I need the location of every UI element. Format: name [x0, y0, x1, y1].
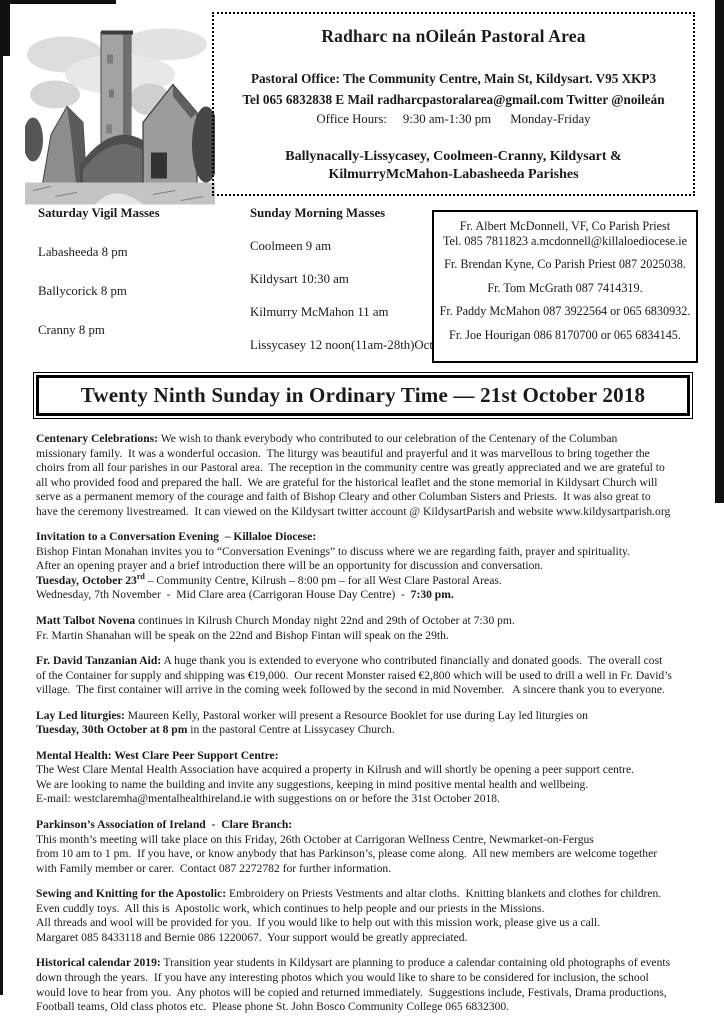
mass-time: Coolmeen 9 am	[250, 239, 332, 253]
article-line: Margaret 085 8433118 and Bernie 086 1220067. Your support would be greatly appreciated.	[36, 930, 468, 944]
article	[36, 709, 716, 738]
article-line: This month’s meeting will take place on this Friday, 26th October at Carrigoran Wellness Centre, Newmarket-on-Fergus	[36, 832, 594, 846]
article-line: Fr. David Tanzanian Aid: A huge thank you is extended to everyone who contributed financially and donated goods. The overall cost	[36, 654, 663, 668]
sunday-title-banner	[33, 372, 693, 419]
article-line: would love to hear from you. Any photos will be copied and returned immediately. Suggestions include, Festivals, Drama productions,	[36, 985, 667, 999]
pastoral-area-title: Radharc na nOileán Pastoral Area	[321, 26, 586, 46]
mass-time: Labasheeda 8 pm	[38, 245, 128, 259]
article	[36, 654, 716, 698]
article-line: Historical calendar 2019: Transition year students in Kildysart are planning to produce a calendar containing old photographs of events	[36, 956, 671, 970]
article	[36, 749, 716, 807]
priest-contact: Fr. Joe Hourigan 086 8170700 or 065 6834145.	[449, 327, 681, 342]
article-line: Fr. Martin Shanahan will be speak on the 22nd and Bishop Fintan will speak on the 29th.	[36, 628, 449, 642]
scan-edge-top	[0, 0, 116, 4]
saturday-vigil-masses	[38, 206, 238, 338]
article-line: Invitation to a Conversation Evening – Killaloe Diocese:	[36, 530, 317, 544]
article	[36, 614, 716, 643]
priest-contact: Fr. Albert McDonnell, VF, Co Parish Priest	[459, 219, 671, 233]
parishes-line-2: KilmurryMcMahon-Labasheeda Parishes	[328, 167, 579, 182]
article-line: E-mail: westclaremha@mentalhealthireland.ie with suggestions on or before the 31st October 2018.	[36, 792, 500, 806]
articles	[36, 432, 716, 1024]
scan-edge-left	[0, 0, 3, 995]
article-line: with Family member or carer. Contact 087 2272782 for further information.	[36, 861, 392, 875]
article	[36, 432, 716, 519]
priest-contact: Fr. Paddy McMahon 087 3922564 or 065 6830932.	[439, 304, 691, 318]
article	[36, 530, 716, 603]
article-line: Sewing and Knitting for the Apostolic: Embroidery on Priests Vestments and altar cloths. Knitting blankets and clothes for children.	[36, 887, 662, 901]
parishes-line-1: Ballynacally-Lissycasey, Coolmeen-Cranny, Kildysart &	[285, 149, 622, 164]
article-line: After an opening prayer and a brief introduction there will be an opportunity for discussion and conversation.	[36, 559, 544, 573]
priest-contact: Fr. Tom McGrath 087 7414319.	[487, 280, 643, 295]
article-line: of the Container for supply and shipping was €19,000. Our recent Monster raised €2,800 which will be used to drill a well in Fr. David’s	[36, 668, 672, 682]
pastoral-office-line: Pastoral Office: The Community Centre, Main St, Kildysart. V95 XKP3	[250, 71, 657, 86]
masthead-box	[212, 12, 695, 196]
article-line: Bishop Fintan Monahan invites you to “Conversation Evenings” to discuss where we are regarding faith, prayer and spirituality.	[36, 544, 630, 558]
article-line: The West Clare Mental Health Association have acquired a property in Kilrush and will shortly be opening a peer support centre.	[36, 763, 635, 777]
article-line: down through the years. If you have any interesting photos which you would like to share to be considered for inclusion, the school	[36, 970, 649, 984]
article-line: all who provided food and prepared the hall. We are grateful for the historical leaflet and the stone memorial in Kildysart Church will	[36, 475, 658, 489]
church-ruins-sketch-image	[25, 14, 215, 205]
mass-time: Ballycorick 8 pm	[38, 284, 127, 298]
mass-time: Kildysart 10:30 am	[250, 272, 349, 286]
article-line: Football teams, Old class photos etc. Please phone St. John Bosco Community College 065 6832300.	[36, 1000, 510, 1014]
saturday-masses-heading: Saturday Vigil Masses	[38, 206, 160, 220]
priests-contact-box	[432, 210, 698, 363]
article-line: have the ceremony livestreamed. It can viewed on the Kildysart twitter account @ KildysartParish and website www.kildysartparish.org	[36, 504, 671, 518]
scan-edge-right	[715, 0, 724, 503]
contact-line: Tel 065 6832838 E Mail radharcpastoralarea@gmail.com Twitter @noileán	[242, 92, 665, 107]
article-line: from 10 am to 1 pm. If you have, or know anybody that has Parkinson’s, please come along. All new members are welcome together	[36, 847, 658, 861]
sunday-morning-masses	[250, 206, 435, 353]
article-line: All threads and wool will be provided for you. If you would like to help out with this mission work, please give us a call.	[36, 916, 601, 930]
article	[36, 887, 716, 945]
article-line: Tuesday, 30th October at 8 pm in the pastoral Centre at Lissycasey Church.	[36, 723, 395, 737]
sunday-title: Twenty Ninth Sunday in Ordinary Time — 21st October 2018	[80, 383, 646, 407]
article-line: Wednesday, 7th November - Mid Clare area (Carrigoran House Day Centre) - 7:30 pm.	[36, 588, 454, 602]
article-line: village. The first container will arrive in the coming week followed by the second in mid November. A sincere thank you to everyone.	[36, 683, 665, 697]
priest-contact: Tel. 085 7811823 a.mcdonnell@killaloediocese.ie	[442, 233, 688, 248]
article-line: choirs from all four parishes in our Pastoral area. The reception in the community centre was greatly appreciated and we are grateful to	[36, 461, 665, 475]
article-line: Tuesday, October 23rd – Community Centre, Kilrush – 8:00 pm – for all West Clare Pastoral Areas.	[36, 572, 502, 587]
mass-time: Cranny 8 pm	[38, 323, 105, 337]
article-line: Lay Led liturgies: Maureen Kelly, Pastoral worker will present a Resource Booklet for use during Lay led liturgies on	[36, 708, 588, 722]
scan-edge-left-block	[0, 0, 10, 56]
article	[36, 818, 716, 876]
article-line: missionary family. It was a wonderful occasion. The liturgy was beautiful and prayerful and it was marvellous to bring together the	[36, 446, 650, 460]
mass-time: Kilmurry McMahon 11 am	[250, 305, 389, 319]
mass-time: Lissycasey 12 noon(11am-28th)Oct	[250, 338, 433, 352]
article	[36, 956, 716, 1014]
article-line: serve as a permanent memory of the courage and faith of Bishop Cleary and other Columban Sisters and Priests. It was also great to	[36, 490, 651, 504]
article-line: Centenary Celebrations: We wish to thank everybody who contributed to our celebration of the Centenary of the Columban	[36, 432, 618, 445]
sunday-title-banner-inner	[36, 375, 690, 416]
office-hours-line: Office Hours: 9:30 am-1:30 pm Monday-Friday	[316, 112, 591, 126]
article-line: Parkinson’s Association of Ireland - Clare Branch:	[36, 818, 293, 832]
article-line: Matt Talbot Novena continues in Kilrush Church Monday night 22nd and 29th of October at 7:30 pm.	[36, 614, 515, 628]
priest-contact: Fr. Brendan Kyne, Co Parish Priest 087 2025038.	[444, 257, 686, 271]
article-line: Even cuddly toys. All this is Apostolic work, which continues to help people and our priests in the Missions.	[36, 901, 545, 915]
article-line: Mental Health: West Clare Peer Support Centre:	[36, 748, 279, 762]
article-line: We are looking to name the building and invite any suggestions, keeping in mind positive mental health and wellbeing.	[36, 777, 589, 791]
sunday-masses-heading: Sunday Morning Masses	[250, 206, 386, 220]
